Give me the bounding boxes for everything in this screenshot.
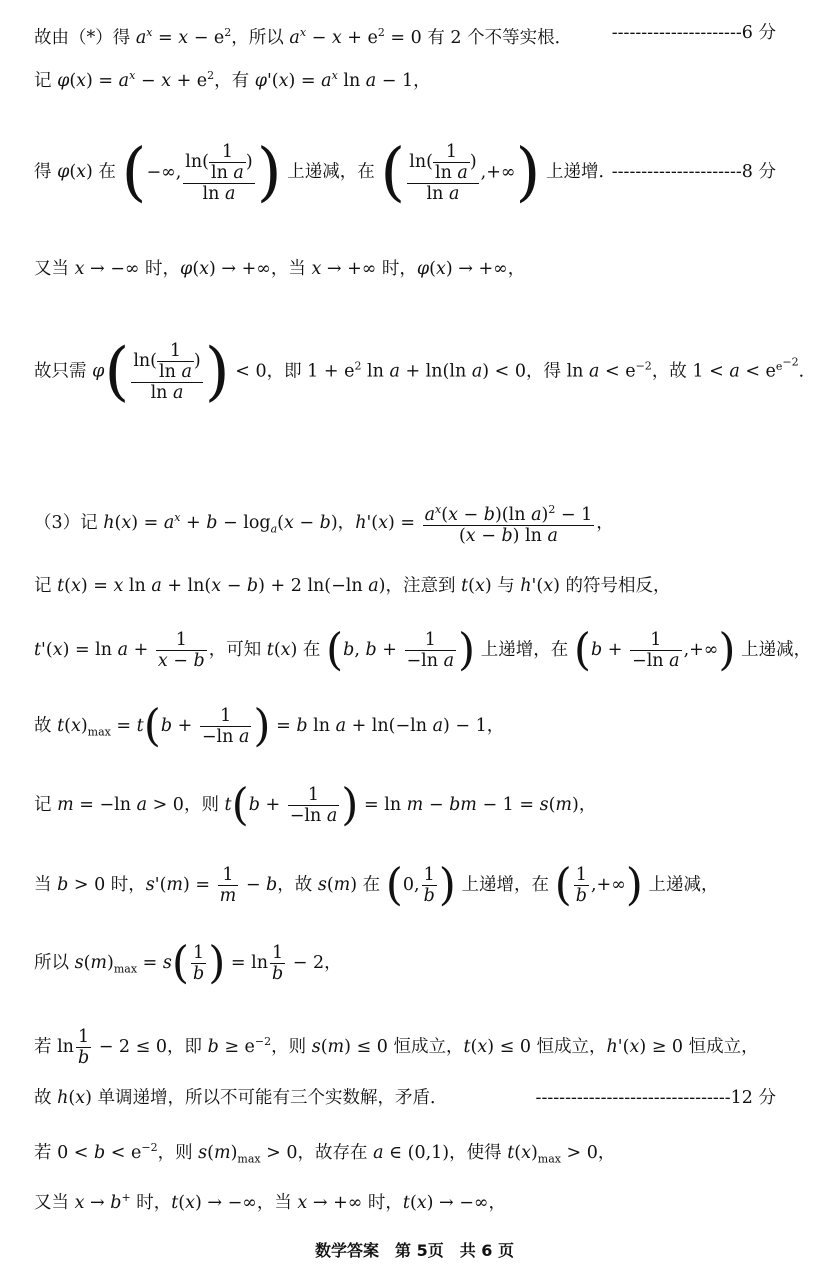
line-15: 故 h(x) 单调递增，所以不可能有三个实数解，矛盾． ---------------------------------12 分 bbox=[34, 1085, 804, 1111]
line-2: 记 $\varphi(x) = a^x - x + e^2$，有 $\varphi'(x) = a^x$ ln a − 1， bbox=[34, 69, 431, 91]
line-1-text: 故由（*）得 $a^x = x - e^2$，所以 $a^x - x + e^2 = 0$ 有 2 个不等实根． bbox=[34, 26, 573, 48]
line-14: 若 ln $\frac{1}{b}$ − 2 ≤ 0，即 $b \ge e^{-2}$，则 s(m) ≤ 0 恒成立，t(x) ≤ 0 恒成立，h'(x) ≥ 0 恒成立， bbox=[34, 1026, 759, 1068]
page-footer: 数学答案 第 5页 共 6 页 bbox=[315, 1241, 514, 1260]
line-12: 当 b > 0 时，s'(m) = $\frac{1}{m}$ − b，故 s(m) 在 (0, $\frac{1}{b}$ ) 上递增，在 ( $\frac{1}{b}$ ,+∞) 上递减， bbox=[34, 859, 719, 911]
line-1 bbox=[34, 20, 804, 51]
line-17: 又当 x → b+ 时，t(x) → −∞，当 x → +∞ 时，t(x) → −∞， bbox=[34, 1191, 506, 1213]
line-5: 故只需 φ( ln( $\frac{1}{\text{ln a}}$ ) ln a ) < 0，即 $1 + e^2$ ln a + ln(ln a) < 0，得 $\ln a < e^{-2}$，故 $1 < a < e^{e^{-2}}$． bbox=[34, 334, 817, 409]
line-13: 所以 $s(m)_{max} = s$( $\frac{1}{b}$ ) = ln $\frac{1}{b}$ − 2， bbox=[34, 937, 342, 989]
line-4: 又当 x → −∞ 时，φ(x) → +∞，当 x → +∞ 时，φ(x) → +∞， bbox=[34, 259, 526, 279]
line-8: 记 t(x) = x ln a + ln(x − b) + 2 ln(−ln a)，注意到 t(x) 与 h'(x) 的符号相反， bbox=[34, 576, 671, 596]
score-8: ----------------------8 分 bbox=[611, 162, 776, 182]
line-9: t'(x) = ln a + $\frac{1}{x - b}$ ，可知 t(x) 在 (b, b + $\frac{1}{\text{−ln a}}$ ) 上递增，在 (b + $\frac{1}{\text{−ln a}}$ ,+∞) 上递减， bbox=[34, 624, 812, 676]
line-7: （3）记 $h(x) = a^x + b - \log_a(x - b)$，h'(x) = $\frac{a^x(x - b)(\ln a)^2 - 1}{\text{(x − b) ln a}}$ ， bbox=[34, 488, 804, 548]
line-11: 记 m = −ln a > 0，则 t(b + $\frac{1}{\text{−ln a}}$ ) = ln m − bm − 1 = s(m)， bbox=[34, 779, 597, 831]
line-16: 若 $0 < b < e^{-2}$，则 $s(m)_{max} > 0$，故存在 a ∈ (0,1)，使得 $t(x)_{max} > 0$， bbox=[34, 1141, 616, 1166]
line-3: 得 φ(x) 在 (−∞, ln( $\frac{1}{\text{ln a}}$ ) ln a ) 上递减，在 ( ln( $\frac{1}{\text{ln a}}$ ) ln a ,+∞) 上递增． ----------------------8 分 bbox=[34, 112, 804, 232]
score-6: ----------------------6 分 bbox=[611, 23, 776, 43]
line-10: 故 $t(x)_{max} = t(b$ + $\frac{1}{\text{−ln a}}$ ) = b ln a + ln(−ln a) − 1， bbox=[34, 700, 505, 752]
score-12: ---------------------------------12 分 bbox=[535, 1088, 776, 1108]
